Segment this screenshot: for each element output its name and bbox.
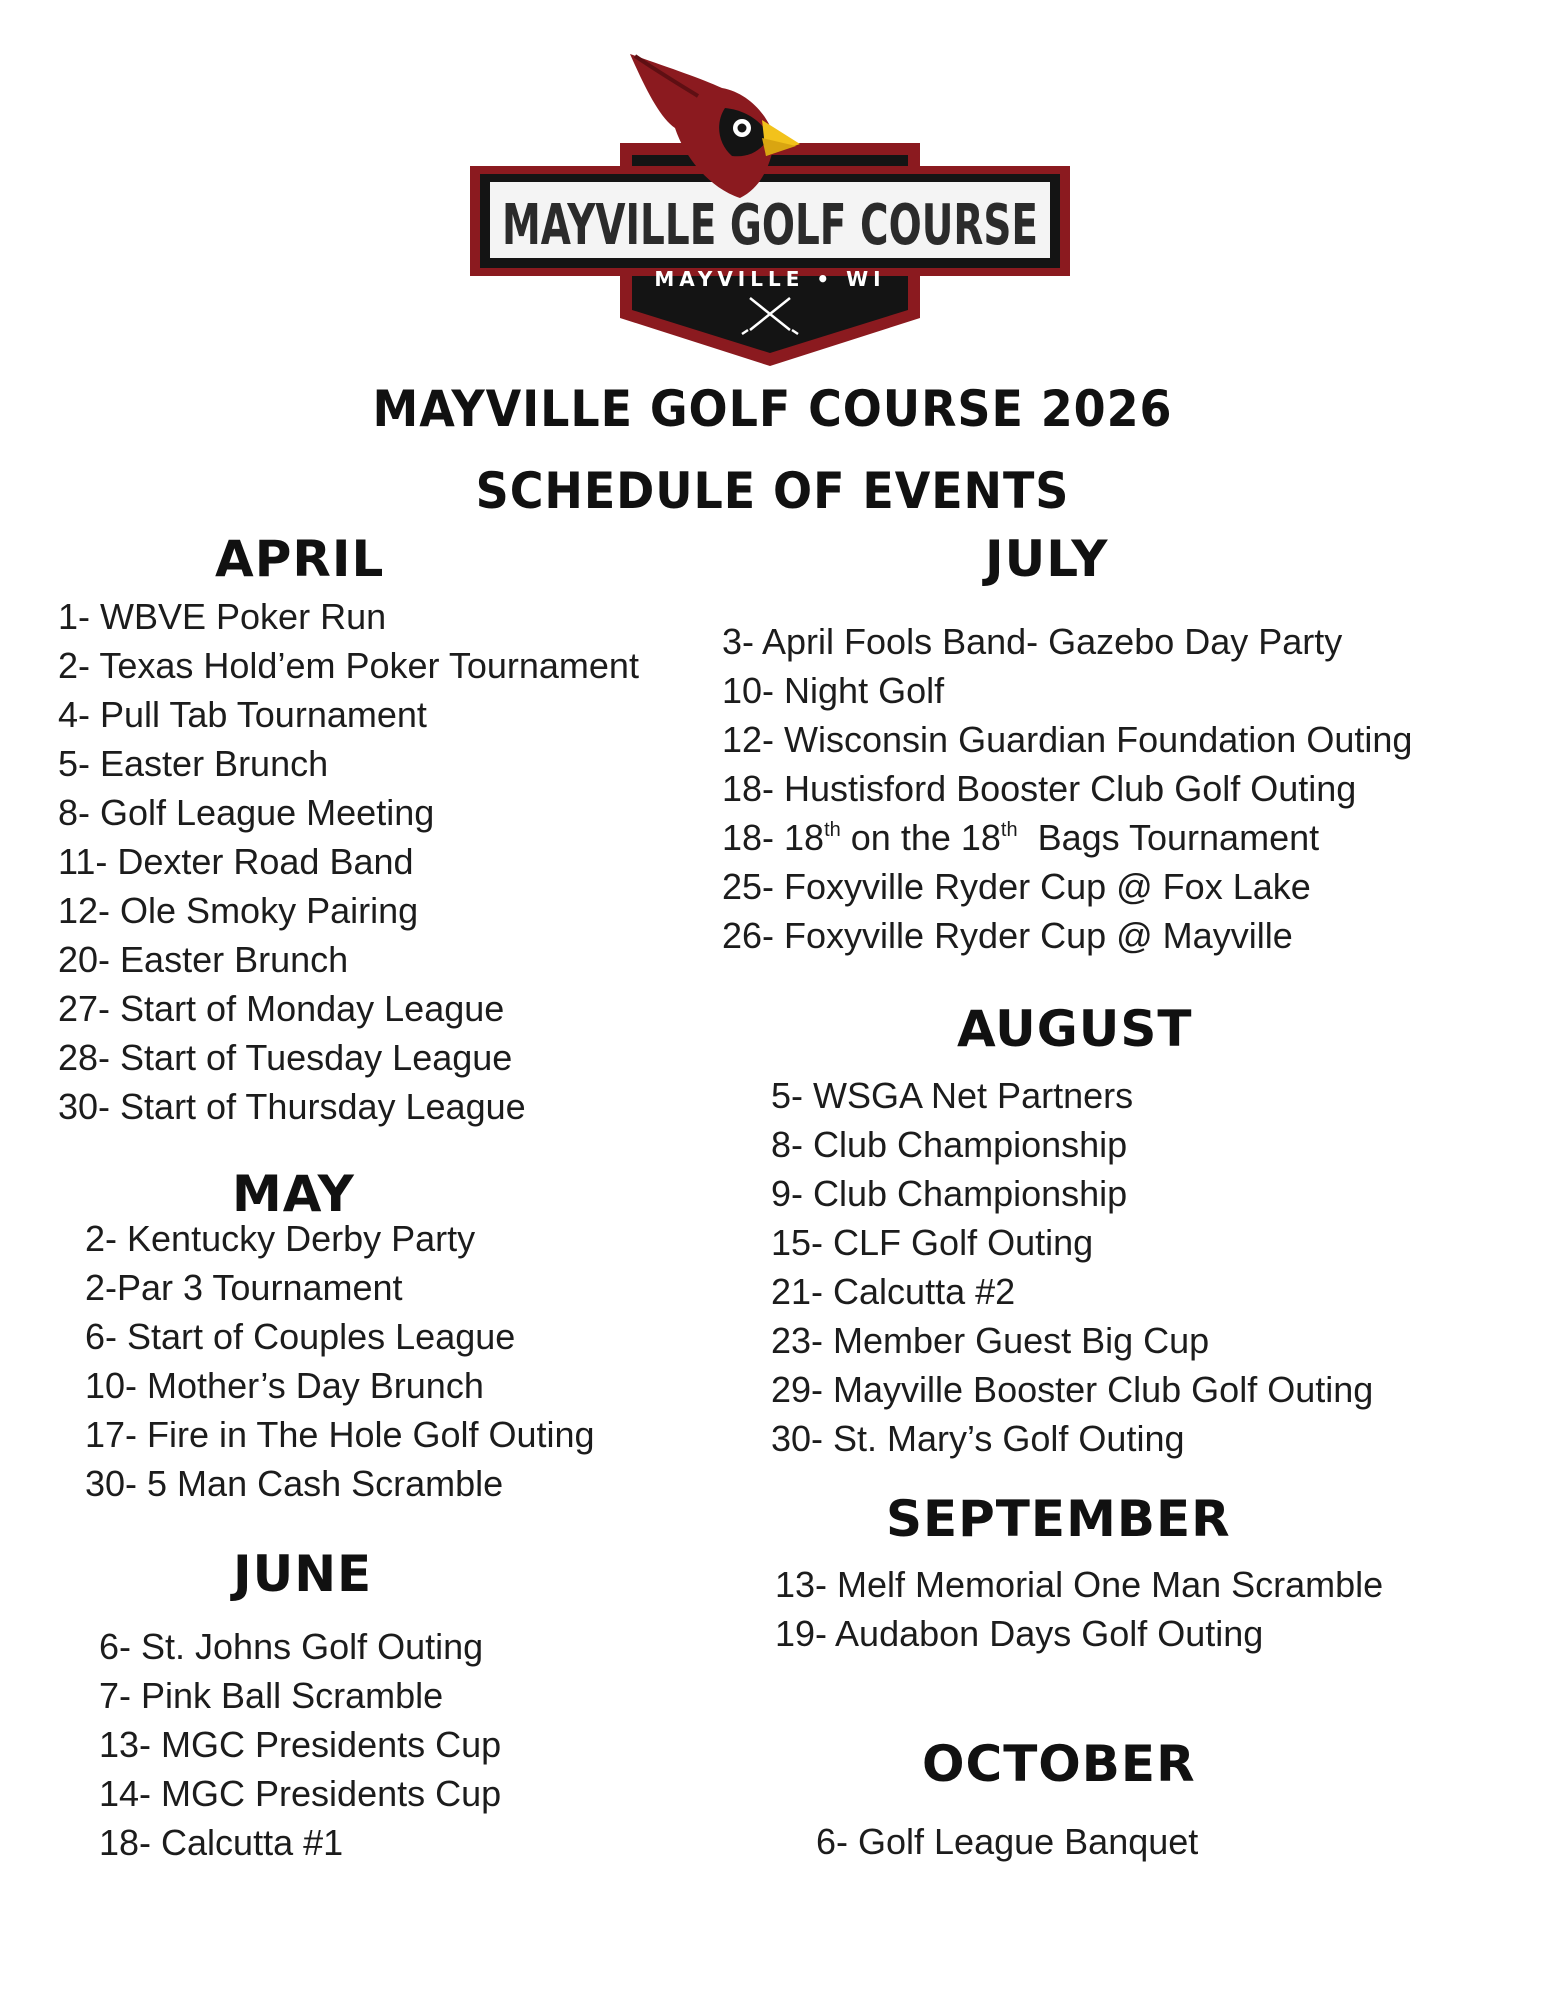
list-item: 20- Easter Brunch	[58, 939, 349, 980]
list-item: 15- CLF Golf Outing	[771, 1222, 1094, 1263]
month-heading-april: APRIL	[215, 530, 385, 588]
october-event-list	[816, 1817, 1198, 1866]
list-item: 3- April Fools Band- Gazebo Day Party	[722, 621, 1343, 662]
list-item: 26- Foxyville Ryder Cup @ Mayville	[722, 915, 1293, 956]
superscript: th	[824, 819, 841, 841]
logo-location: MAYVILLE • WI	[654, 267, 886, 291]
list-item: 17- Fire in The Hole Golf Outing	[85, 1414, 595, 1455]
list-item: 10- Mother’s Day Brunch	[85, 1365, 484, 1406]
august-event-list	[771, 1071, 1373, 1463]
list-item: 6- Golf League Banquet	[816, 1821, 1199, 1862]
list-item: 8- Club Championship	[771, 1124, 1128, 1165]
list-item: 30- Start of Thursday League	[58, 1086, 526, 1127]
list-item: 2- Texas Hold’em Poker Tournament	[58, 645, 639, 686]
list-item: 2- Kentucky Derby Party	[85, 1218, 476, 1259]
list-item: 21- Calcutta #2	[771, 1271, 1016, 1312]
list-item: 6- Start of Couples League	[85, 1316, 516, 1357]
list-item: 8- Golf League Meeting	[58, 792, 435, 833]
list-item: 11- Dexter Road Band	[58, 841, 414, 882]
list-item: 9- Club Championship	[771, 1173, 1128, 1214]
list-item: 4- Pull Tab Tournament	[58, 694, 427, 735]
may-event-list	[85, 1214, 595, 1508]
month-heading-june: JUNE	[233, 1545, 373, 1603]
list-item: 7- Pink Ball Scramble	[99, 1675, 444, 1716]
page-title: MAYVILLE GOLF COURSE 2026	[372, 380, 1173, 438]
list-item	[722, 813, 1412, 862]
month-heading-july: JULY	[985, 530, 1109, 588]
list-item: 6- St. Johns Golf Outing	[99, 1626, 484, 1667]
list-item: 18- Hustisford Booster Club Golf Outing	[722, 768, 1357, 809]
list-item: 29- Mayville Booster Club Golf Outing	[771, 1369, 1374, 1410]
list-item: 13- MGC Presidents Cup	[99, 1724, 502, 1765]
list-item: 28- Start of Tuesday League	[58, 1037, 513, 1078]
list-item: 19- Audabon Days Golf Outing	[775, 1613, 1264, 1654]
july-event-list	[722, 617, 1412, 960]
june-event-list	[99, 1622, 501, 1867]
list-item: 18- Calcutta #1	[99, 1822, 344, 1863]
list-item: 30- St. Mary’s Golf Outing	[771, 1418, 1185, 1459]
list-item: 23- Member Guest Big Cup	[771, 1320, 1210, 1361]
event-text: 18- 18	[722, 817, 825, 858]
list-item: 1- WBVE Poker Run	[58, 596, 387, 637]
month-heading-may: MAY	[232, 1165, 355, 1223]
list-item: 10- Night Golf	[722, 670, 945, 711]
april-event-list	[58, 592, 639, 1131]
event-text: Bags Tournament	[1017, 817, 1320, 858]
list-item: 27- Start of Monday League	[58, 988, 505, 1029]
list-item: 30- 5 Man Cash Scramble	[85, 1463, 504, 1504]
list-item: 12- Wisconsin Guardian Foundation Outing	[722, 719, 1413, 760]
list-item: 5- Easter Brunch	[58, 743, 329, 784]
superscript: th	[1000, 819, 1018, 841]
list-item: 2-Par 3 Tournament	[85, 1267, 403, 1308]
logo-name: MAYVILLE GOLF COURSE	[502, 193, 1038, 258]
list-item: 25- Foxyville Ryder Cup @ Fox Lake	[722, 866, 1311, 907]
list-item: 5- WSGA Net Partners	[771, 1075, 1134, 1116]
month-heading-october: OCTOBER	[922, 1735, 1196, 1793]
event-text: on the 18	[840, 817, 1001, 858]
list-item: 14- MGC Presidents Cup	[99, 1773, 502, 1814]
page-subtitle: SCHEDULE OF EVENTS	[475, 462, 1070, 520]
list-item: 12- Ole Smoky Pairing	[58, 890, 419, 931]
month-heading-august: AUGUST	[957, 1000, 1193, 1058]
list-item: 13- Melf Memorial One Man Scramble	[775, 1564, 1384, 1605]
month-heading-september: SEPTEMBER	[886, 1490, 1231, 1548]
course-logo	[470, 48, 1070, 368]
september-event-list	[775, 1560, 1383, 1658]
